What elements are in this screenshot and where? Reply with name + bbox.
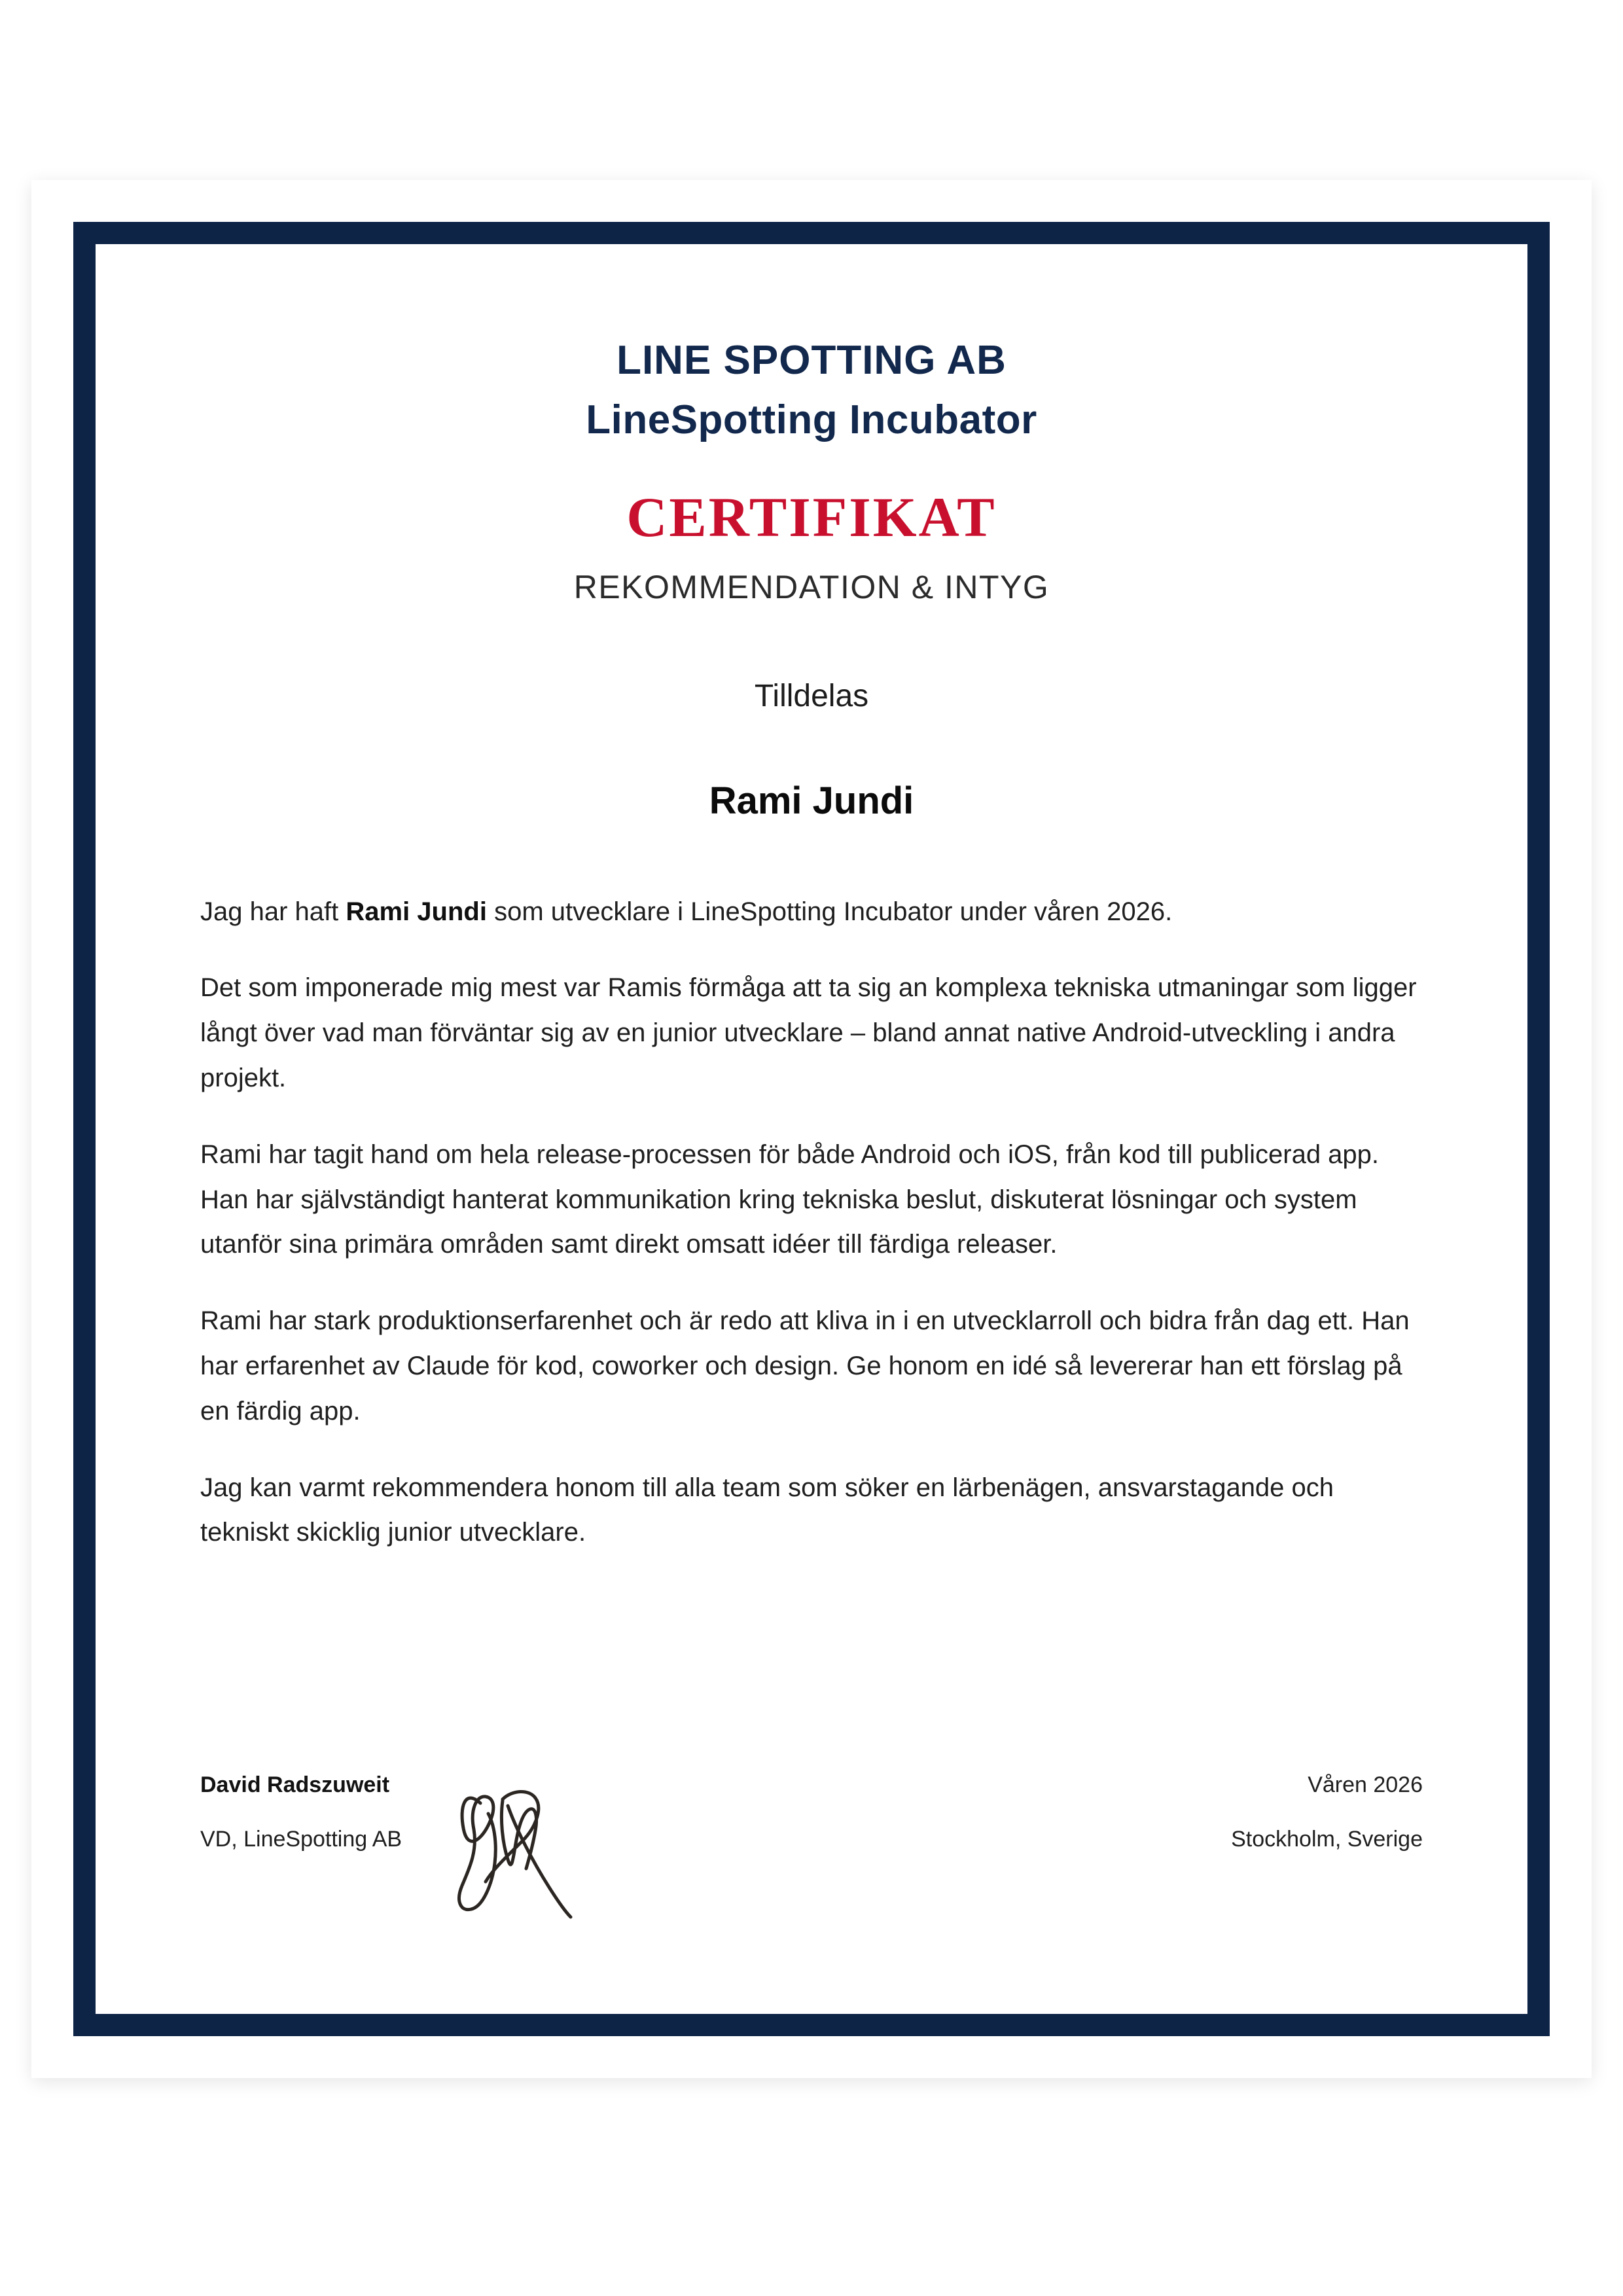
certificate-card <box>31 180 1592 2078</box>
paragraph-text: Jag kan varmt rekommendera honom till alla team som söker en lärbenägen, ansvarstagande och tekniskt skicklig junior utvecklare. <box>200 1473 1334 1547</box>
body-paragraph-production-experience <box>200 1299 1423 1433</box>
certificate-subtitle: REKOMMENDATION & INTYG <box>573 569 1050 606</box>
certificate-location: Stockholm, Sverige <box>1231 1826 1423 1852</box>
organization-unit: LineSpotting Incubator <box>586 397 1037 442</box>
paragraph-text: som utvecklare i LineSpotting Incubator under våren 2026. <box>486 897 1173 926</box>
signer-name: David Radszuweit <box>200 1772 390 1797</box>
paragraph-text: Jag har haft <box>200 897 346 926</box>
recipient-name: Rami Jundi <box>709 779 914 822</box>
place-date-block <box>1231 1760 1423 1853</box>
certificate-body <box>200 889 1423 1556</box>
body-paragraph-recommendation <box>200 1465 1423 1556</box>
paragraph-text: Rami har stark produktionserfarenhet och är redo att kliva in i en utvecklarroll och bidra från dag ett. Han har erfarenhet av Claude för kod, coworker och design. Ge honom en idé så levererar han ett förslag på en färdig app. <box>200 1306 1410 1426</box>
certificate-header <box>96 244 1527 824</box>
organization-name: LINE SPOTTING AB <box>616 338 1007 383</box>
signer-title: VD, LineSpotting AB <box>200 1826 402 1852</box>
paragraph-text: Rami har tagit hand om hela release-processen för både Android och iOS, från kod till publicerad app. Han har självständigt hanterat kommunikation kring tekniska beslut, diskuterat lösningar och system utanför sina primära områden samt direkt omsatt idéer till färdiga releaser. <box>200 1139 1380 1259</box>
signature-block <box>200 1760 584 1930</box>
signer-info <box>200 1760 402 1853</box>
certificate-content <box>96 244 1527 2014</box>
certificate-border-frame <box>73 222 1550 2036</box>
certificate-date: Våren 2026 <box>1308 1772 1423 1797</box>
certificate-footer <box>96 1760 1527 1930</box>
emphasized-text: Rami Jundi <box>346 897 487 926</box>
body-paragraph-release-process <box>200 1132 1423 1267</box>
body-paragraph-intro <box>200 889 1423 935</box>
paragraph-text: Det som imponerade mig mest var Ramis förmåga att ta sig an komplexa tekniska utmaningar som ligger långt över vad man förväntar sig av en junior utvecklare – bland annat native Android-utveckling i andra projekt. <box>200 973 1417 1092</box>
awarded-label: Tilldelas <box>754 679 869 714</box>
handwritten-signature-icon <box>440 1760 584 1930</box>
body-paragraph-impression <box>200 965 1423 1100</box>
certificate-title: CERTIFIKAT <box>626 485 997 548</box>
